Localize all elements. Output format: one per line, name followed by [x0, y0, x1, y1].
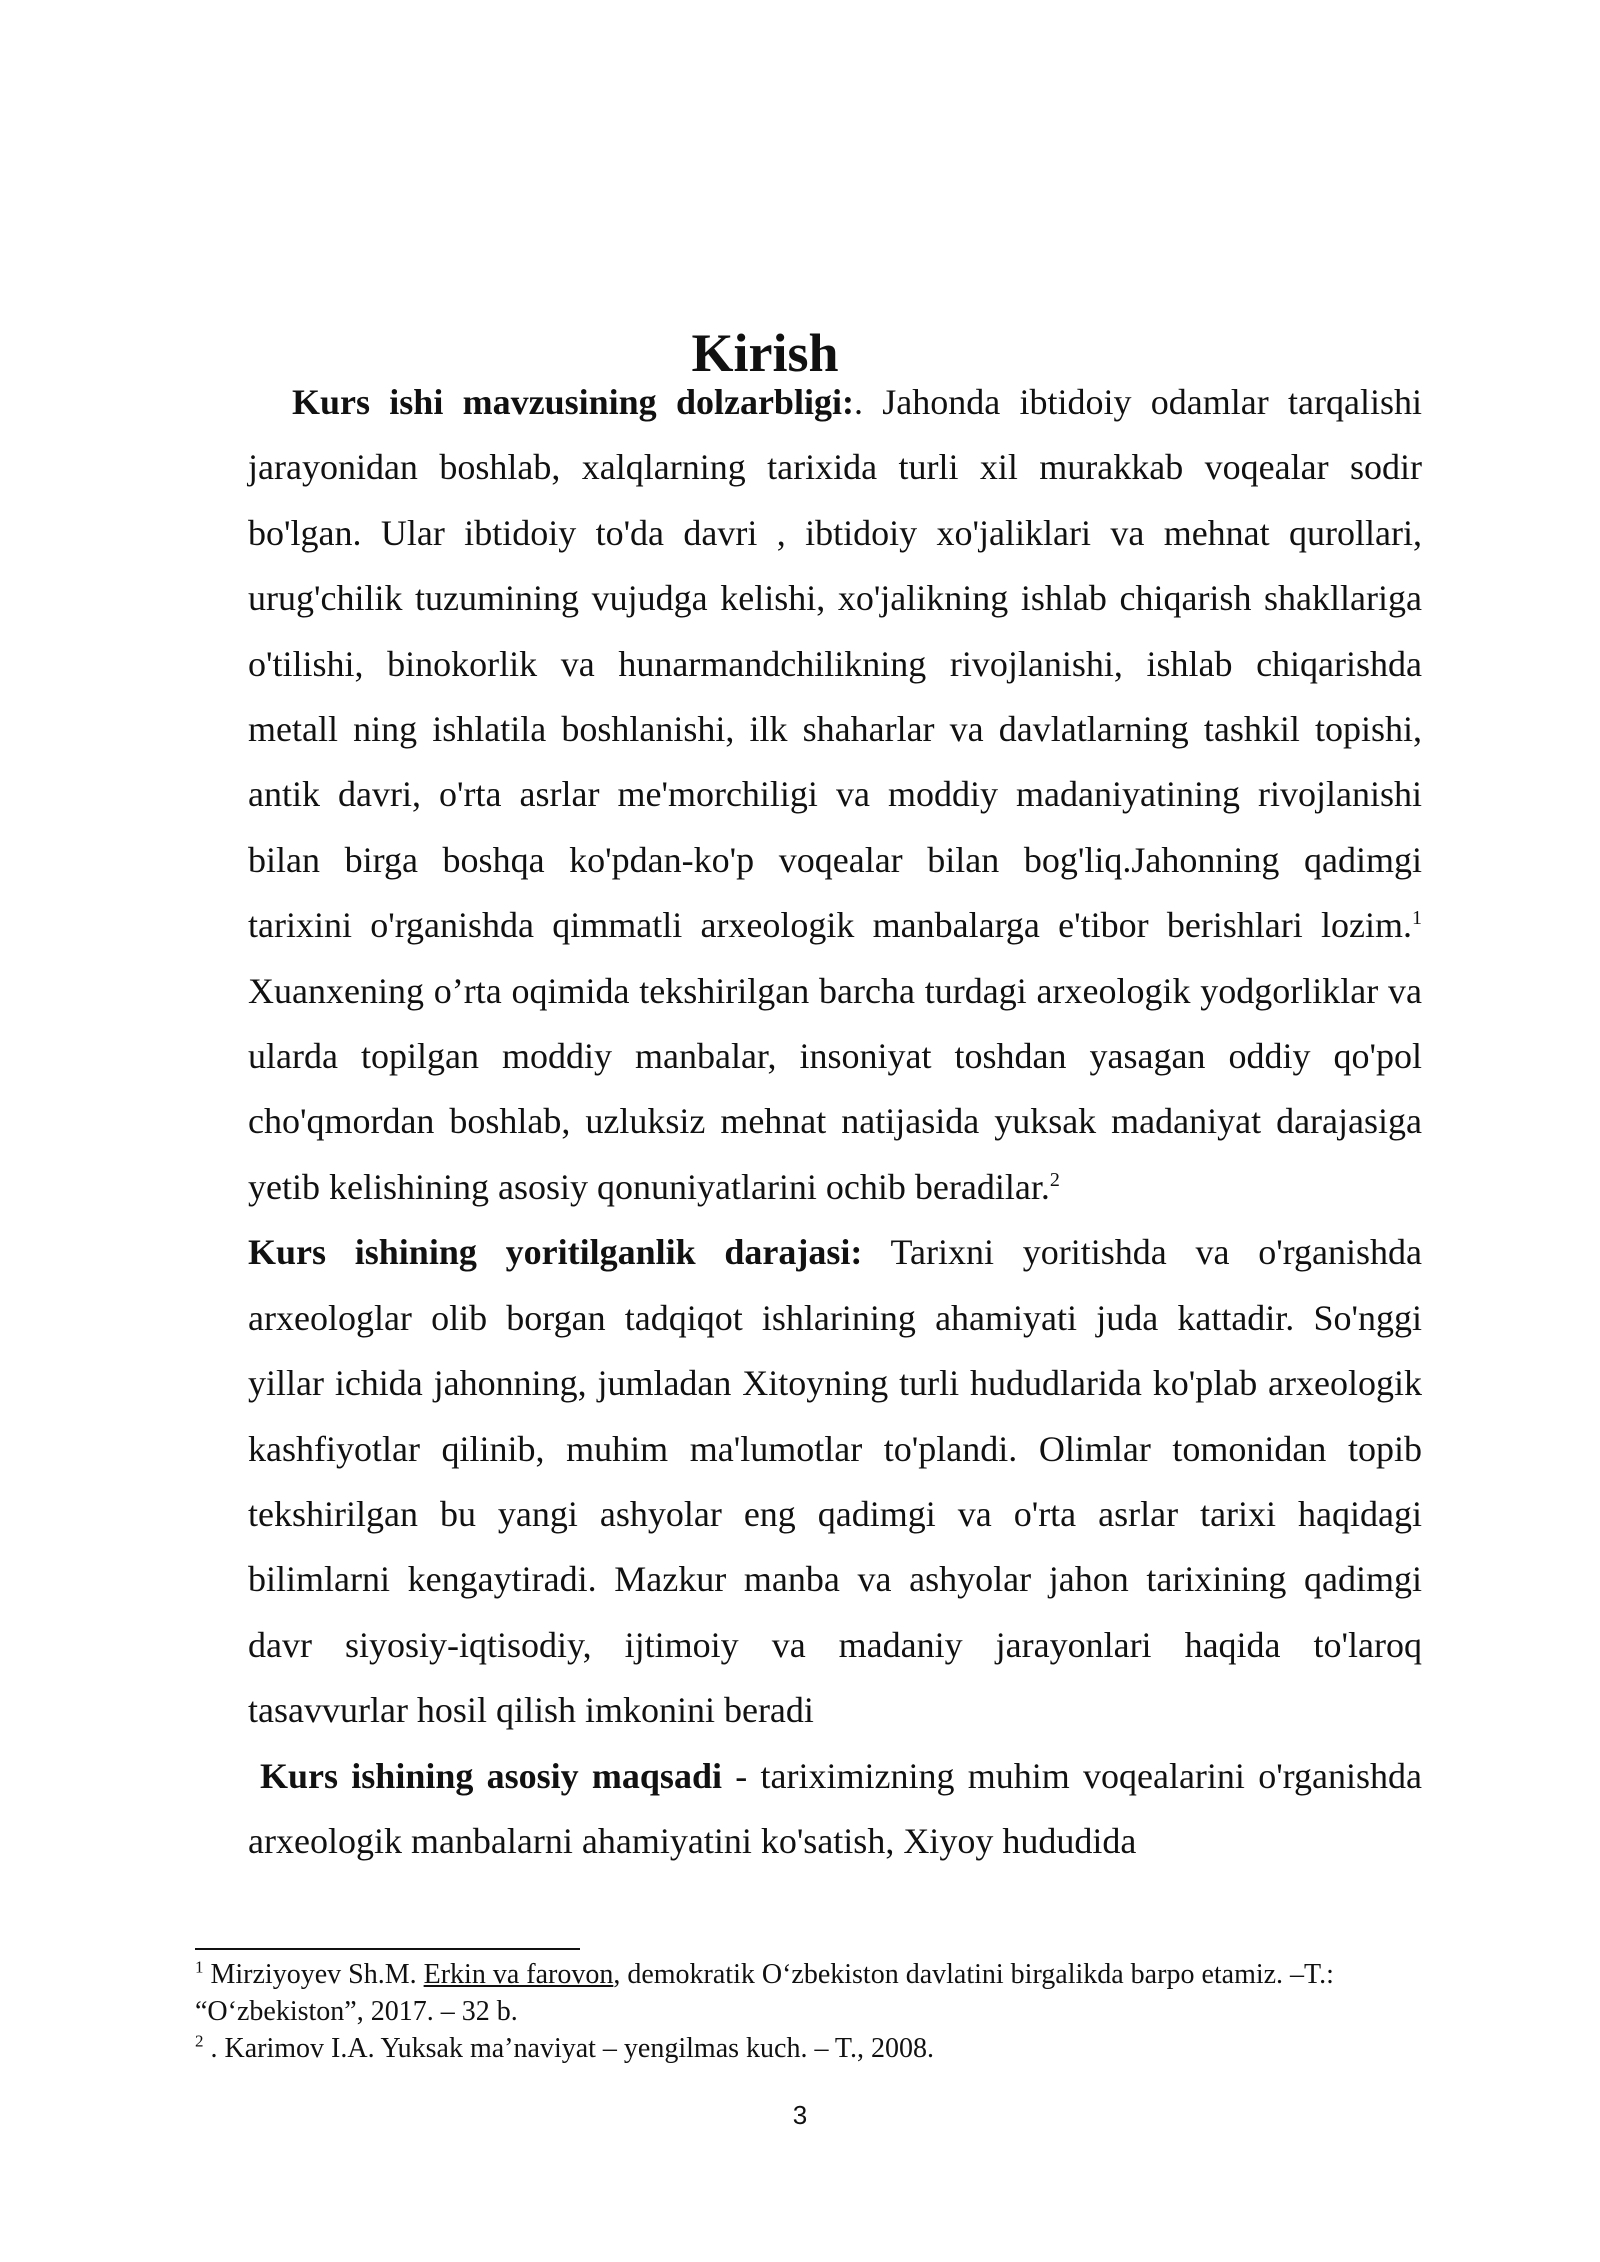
footnote-text: . Karimov I.A. Yuksak ma’naviyat – yengilmas kuch. – T., 2008. [203, 2033, 934, 2064]
paragraph-coverage [248, 1220, 1422, 1743]
footnote-underlined-title: Erkin va farovon [423, 1959, 614, 1990]
paragraph-relevance [248, 370, 1422, 1220]
paragraph-lead: Kurs ishining yoritilganlik darajasi: [248, 1232, 863, 1273]
page-number: 3 [792, 2100, 808, 2130]
footnote-text: Mirziyoyev Sh.M. [203, 1959, 424, 1990]
footnote-reference[interactable]: 1 [1412, 907, 1422, 930]
paragraph-text: - tariximizning muhim voqealarini o'rganishda arxeologik manbalarni ahamiyatini ko'satish, Xiyoy hududida [248, 1755, 1422, 1861]
paragraph-lead: Kurs ishining asosiy maqsadi [260, 1755, 722, 1796]
footnote-text: , demokratik O‘zbekiston davlatini birgalikda barpo etamiz. –T.: “O‘zbekiston”, 2017. – 32 b. [195, 1959, 1334, 2027]
footnotes [195, 1956, 1375, 2067]
footnote-number: 2 [195, 2031, 204, 2051]
body-text [248, 370, 1422, 1874]
paragraph-goal [248, 1744, 1422, 1875]
footnote-reference[interactable]: 2 [1049, 1168, 1060, 1191]
footnote-2 [195, 2030, 1375, 2067]
page-title: Kirish [691, 323, 839, 384]
paragraph-text: Xuanxening o’rta oqimida tekshirilgan barcha turdagi arxeologik yodgorliklar va ularda topilgan moddiy manbalar, insoniyat toshdan yasagan oddiy qo'pol cho'qmordan boshlab, uzluksiz mehnat natijasida yuksak madaniyat darajasiga yetib kelishining asosiy qonuniyatlarini ochib beradilar. [248, 970, 1422, 1207]
footnote-number: 1 [195, 1957, 204, 1977]
paragraph-lead: Kurs ishi mavzusining dolzarbligi: [292, 382, 854, 422]
paragraph-text: Tarixni yoritishda va o'rganishda arxeologlar olib borgan tadqiqot ishlarining ahamiyati juda kattadir. So'nggi yillar ichida jahonning, jumladan Xitoyning turli hududlarida ko'plab arxeologik kashfiyotlar qilinib, muhim ma'lumotlar to'plandi. Olimlar tomonidan topib tekshirilgan bu yangi ashyolar eng qadimgi va o'rta asrlar tarixi haqidagi bilimlarni kengaytiradi. Mazkur manba va ashyolar jahon tarixining qadimgi davr siyosiy-iqtisodiy, ijtimoiy va madaniy jarayonlari haqida to'laroq tasavvurlar hosil qilish imkonini beradi [248, 1232, 1422, 1731]
paragraph-text: . Jahonda ibtidoiy odamlar tarqalishi jarayonidan boshlab, xalqlarning tarixida turli xil murakkab voqealar sodir bo'lgan. Ular ibtidoiy to'da davri , ibtidoiy xo'jaliklari va mehnat qurollari, urug'chilik tuzumining vujudga kelishi, xo'jalikning ishlab chiqarish shakllariga o'tilishi, binokorlik va hunarmandchilikning rivojlanishi, ishlab chiqarishda metall ning ishlatila boshlanishi, ilk shaharlar va davlatlarning tashkil topishi, antik davri, o'rta asrlar me'morchiligi va moddiy madaniyatining rivojlanishi bilan birga boshqa ko'pdan-ko'p voqealar bilan bog'liq.Jahonning qadimgi tarixini o'rganishda qimmatli arxeologik manbalarga e'tibor berishlari lozim. [248, 382, 1422, 946]
footnote-1 [195, 1956, 1375, 2030]
footnote-separator [195, 1948, 580, 1950]
